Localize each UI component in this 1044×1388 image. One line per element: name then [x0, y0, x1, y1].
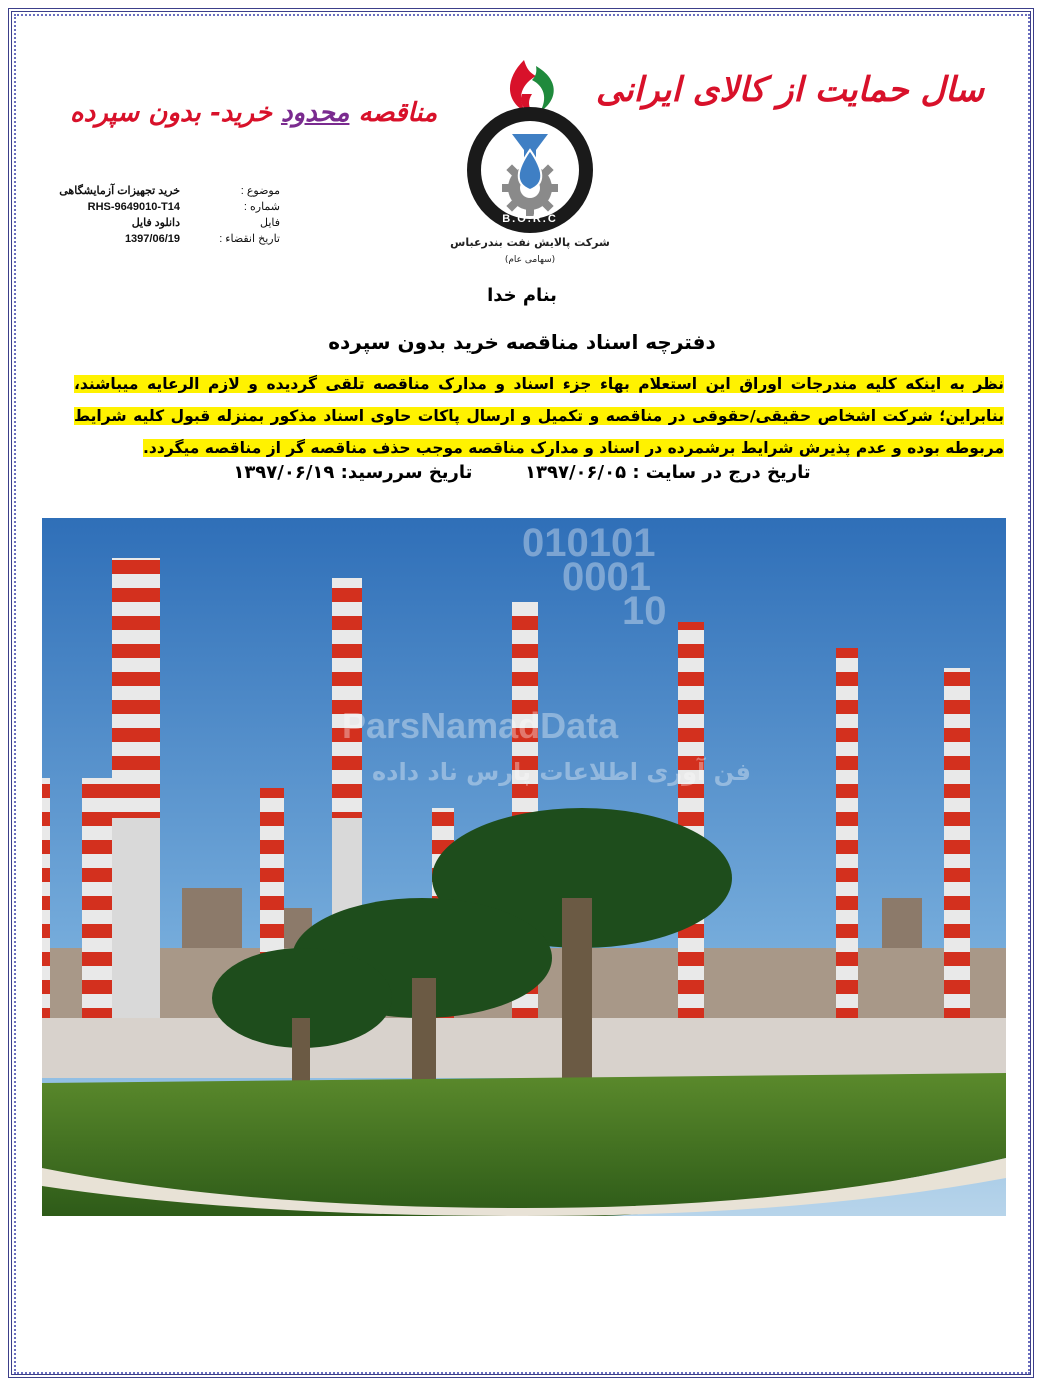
info-number-label: شماره :	[243, 201, 280, 213]
info-expiry-label: تاریخ انقضاء :	[219, 233, 280, 245]
terms-text: نظر به اینکه کلیه مندرجات اوراق این استعلام بهاء جزء اسناد و مدارک مناقصه تلقی گردیده و لازم الرعایه میباشند، بنابراین؛ شرکت اشخاص حقیقی/حقوقی در مناقصه و تکمیل و ارسال پاکات حاوی اسناد مذکور بمنزله قبول کلیه شرایط مربوطه بوده و عدم پذیرش شرایط برشمرده در اسناد و مدارک مناقصه موجب حذف مناقصه گر از مناقصه میگردد.	[74, 375, 1004, 457]
perimeter-wall	[42, 1018, 1006, 1078]
info-row-expiry	[50, 231, 280, 247]
flame-green	[532, 66, 554, 112]
info-row-subject	[50, 183, 280, 199]
info-row-number	[50, 199, 280, 215]
logo-company-name: شرکت پالایش نفت بندرعباس	[450, 236, 610, 249]
slogan: سال حمایت از کالای ایرانی	[595, 70, 984, 110]
due-date: ۱۳۹۷/۰۶/۱۹	[233, 462, 335, 483]
info-expiry-value: 1397/06/19	[124, 233, 180, 245]
info-number-value: RHS-9649010-T14	[87, 201, 180, 213]
info-file-link[interactable]: دانلود فایل	[131, 217, 180, 229]
document-title: دفترچه اسناد مناقصه خرید بدون سپرده	[328, 330, 716, 354]
due-label: تاریخ سررسید:	[340, 462, 473, 483]
terms-paragraph	[74, 368, 1004, 464]
tender-type-prefix: مناقصه	[349, 98, 438, 128]
tender-type-suffix: خرید- بدون سپرده	[70, 98, 281, 128]
info-subject-value: خرید تجهیزات آزمایشگاهی	[59, 185, 180, 197]
watermark-brand: ParsNamadData	[342, 705, 619, 746]
info-row-file	[50, 215, 280, 231]
watermark-digits-3: 10	[622, 589, 667, 633]
posted-date: ۱۳۹۷/۰۶/۰۵	[525, 462, 627, 483]
watermark-digits-1: 010101	[522, 521, 656, 565]
dates-line	[0, 462, 1044, 483]
bismillah: بنام خدا	[487, 285, 557, 306]
tender-type-restricted: محدود	[280, 98, 350, 128]
info-subject-label: موضوع :	[240, 185, 280, 197]
watermark-tagline: فن آوری اطلاعات پارس ناد داده	[372, 758, 751, 786]
watermark-digits-2: 0001	[562, 555, 651, 599]
posted-label: تاریخ درج در سایت :	[632, 462, 811, 483]
borc-logo	[440, 50, 620, 270]
info-file-label: فایل	[259, 217, 280, 229]
tender-type	[70, 98, 437, 128]
logo-company-type: (سهامی عام)	[504, 255, 556, 265]
tender-info	[50, 183, 280, 247]
logo-acronym: B.O.R.C	[502, 213, 558, 225]
refinery-photo	[42, 518, 1006, 1216]
